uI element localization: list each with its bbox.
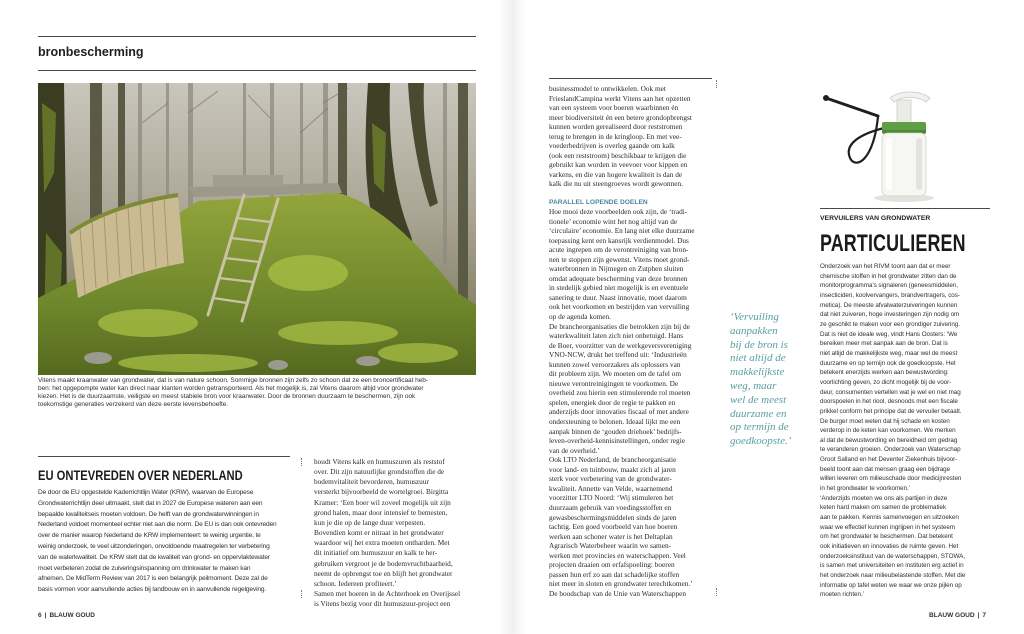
- page-number: 6: [38, 612, 42, 619]
- box-headline: PARTICULIEREN: [820, 230, 966, 257]
- footer-separator: |: [44, 612, 47, 619]
- box-rule: [820, 208, 990, 209]
- column-marker: [301, 590, 302, 598]
- box-kicker: VERVUILERS VAN GRONDWATER: [820, 215, 931, 222]
- footer-left: [38, 612, 98, 619]
- article-column-intro: businessmodel te ontwikkelen. Ook met FrieslandCampina werkt Vitens aan het opzetten van een systeem voor boeren waarbinnen én meer biodiversiteit én een betere grondopbrengst kunnen worden gerealiseerd door reststromen terug te brengen in de kringloop. En met vee- voederbedrijven is overleg gaande om kalk (ook een reststroom) beschikbaar te krijgen die gebruikt kan worden in veevoer voor kippen en varkens, en die van hogere kwaliteit is dan de kalk die nu uit steengroeves wordt gewonnen.: [549, 84, 692, 189]
- article-column-main: Hoe mooi deze voorbeelden ook zijn, de ‘tradi- tionele’ economie wint het nog altijd van de ‘circulaire’ economie. En lang niet elke duurzame toepassing kent een kansrijk verdienmodel. Dus acute ingrepen om de verontreiniging van bron- nen te stoppen zijn gewenst. Vitens moet grond- waterbronnen in Nijmegen en Zutphen sluiten omdat adequate bescherming van deze bronnen in stedelijk gebied niet mogelijk is en eventuele sanering te duur. Naast innovatie, moet daarom ook het voorkomen en bestrijden van vervuiling op de agenda komen. De brancheorganisaties die betrokken zijn bij de waterkwaliteit laten zich niet onbetuigd. Hans de Boer, voorzitter van de werkgeversvereniging VNO-NCW, drukt het treffend uit: ‘Industrieën kunnen zowel veroorzakers als oplossers van dit probleem zijn. We moeten om de tafel om nieuwe verontreinigingen te voorkomen. De overheid zou hierin een stimulerende rol moeten spelen, energiek door de regie te pakken en anderzijds door innovaties fiscaal of met andere ondersteuning te belonen. Ideaal lijkt me een aanpak binnen de ‘gouden driehoek’ bedrijfs- leven-overheid-kennisinstellingen, onder regie van de overheid.’ Ook LTO Nederland, de brancheorganisatie voor land- en tuinbouw, maakt zich al jaren sterk voor verbetering van de grondwater- kwaliteit. Annette van Velde, waarnemend voorzitter LTO Noord: ‘Wij stimuleren het duurzaam gebruik van voedingsstoffen en gewasbeschermingsmiddelen sinds de jaren tachtig. Een goed voorbeeld van hoe boeren werken aan schoner water is het Deltaplan Agrarisch Waterbeheer waarin we samen- werken met provincies en waterschappen. Veel projecten draaien om erfafspoeling: boeren passen hun erf zo aan dat schadelijke stoffen niet meer in sloten en grondwater terechtkomen.’ De boodschap van de Unie van Waterschappen: [549, 207, 695, 598]
- publication-name: BLAUW GOUD: [49, 612, 95, 619]
- top-rule-right: [549, 78, 712, 79]
- column-marker: [716, 588, 717, 596]
- photo-caption: Vitens maakt kraanwater van grondwater, dat is van nature schoon. Sommige bronnen zijn zelfs zo schoon dat ze een broncertificaat heb- ben: het opgepompte water kan direct naar klanten worden getransporteerd. Als het mogelijk is, zal Vitens daarom altijd voor grondwater kiezen. Het is de duurzaamste, veiligste en meest stabiele bron voor kraanwater. Door de bronnen duurzaam te beschermen, zijn ook toekomstige generaties verzekerd van deze eerste levensbehoefte.: [38, 377, 428, 408]
- sidebar-headline: EU ONTEVREDEN OVER NEDERLAND: [38, 467, 243, 483]
- section-rule-left: [38, 70, 476, 71]
- page-number: 7: [982, 612, 986, 619]
- top-rule-left: [38, 36, 476, 37]
- section-title: bronbescherming: [38, 45, 144, 59]
- pull-quote: ‘Vervuiling aanpakken bij de bron is niet altijd de makkelijkste weg, maar wel de meest duurzame en op termijn de goedkoopste.’: [730, 311, 792, 448]
- publication-name: BLAUW GOUD: [929, 612, 975, 619]
- sidebar-rule: [38, 456, 290, 457]
- page-fold: [498, 0, 526, 634]
- sidebar-text: De door de EU opgestelde Kaderrichtlijn Water (KRW), waarvan de Europese Grondwaterrichtlijn deel uitmaakt, stelt dat in 2027 de Europese wateren aan een bepaalde kwaliteitseis moeten voldoen. De helft van de grondwaterwinningen in Nederland voldoet momenteel echter niet aan die norm. De EU is dan ook ontevreden over de manier waarop Nederland de KRW implementeert: te weinig urgentie, te weinig onderzoek, te veel uitzonderingen, onvoldoende maatregelen ter verbetering van de waterkwaliteit. De KRW stelt dat de kwaliteit van grond- en oppervlaktewater moet verbeteren zodat de zuiveringsinspanning om drinkwater te maken kan afnemen. De MidTerm Review van 2017 is een belangrijk peilmoment. Deze zal de basis vormen voor aanvullende acties bij landbouw en in aanvullende regelgeving.: [38, 489, 277, 594]
- subhead: PARALLEL LOPENDE DOELEN: [549, 199, 648, 206]
- column-marker: [301, 458, 302, 466]
- footer-separator: |: [977, 612, 980, 619]
- box-text: Onderzoek van het RIVM toont aan dat er meer chemische stoffen in het grondwater zitten dan de monitorprogramma’s signaleren (geneesmiddelen, insecticiden, koolvervangers, brandvertragers, cos- metica). De meeste afvalwaterzuiveringen kunnen dat niet zuiveren, hoge investeringen zijn nodig om ze geschikt te maken voor een grondiger zuivering. Dat is niet de ideale weg, vindt Hans Oosters: ‘We bereiken meer met aanpak aan de bron. Dat is niet altijd de makkelijkste weg, maar wel de meest duurzame en op termijn ook de goedkoopste. Het betekent enerzijds werken aan bewustwording: voorlichting geven, zo dicht mogelijk bij de voor- deur, consumenten vertellen wat je wel en niet mag doorspoelen in het riool, desnoods met een fiscale prikkel conform het principe dat de vervuiler betaalt. De burger moet weten dat hij schade en kosten verderop in de keten kan voorkomen. We merken al dat de bewustwording en bereidheid om gedrag te veranderen groeien. Onderzoek van Waterschap Groot Salland en het Deventer Ziekenhuis bijvoor- beeld toont aan dat mensen graag een bijdrage willen leveren om milieuschade door medicijnresten in het grondwater te voorkomen.’ ‘Anderzijds moeten we ons als partijen in deze keten hard maken om samen de problematiek aan te pakken. Kennis samenvoegen en uitzoeken waar we effectief kunnen ingrijpen in het systeem om het grondwater te beschermen. Dat betekent ook initiatieven en innovaties de ruimte geven. Het onderzoeksinstituut van de waterschappen, STOWA, is samen met universiteiten en instituten erg actief in het onderzoek naar milieubelastende stoffen. Met die informatie op tafel weten we waar we onze pijlen op moeten richten.’: [820, 263, 966, 599]
- article-column-left-page: houdt Vitens kalk en humuszuren als reststof over. Dit zijn natuurlijke grondstoffen die de bodemvitaliteit bevorderen, humuszuur versterkt bijvoorbeeld de wortelgroei. Birgitta Kramer: ‘Een boer wil zoveel mogelijk uit zijn grond halen, maar door intensief te bemesten, kun je die op de lange duur verpesten. Bovendien komt er nitraat in het grondwater waardoor wij het extra moeten ontharden. Met dit initiatief om humuszuur en kalk te her- gebruiken vergroot je de bodemvruchtbaarheid, neemt de opbrengst toe en blijft het grondwater schoon. Iedereen profiteert.’ Samen met boeren in de Achterhoek en Overijssel is Vitens bezig voor dit humuszuur-project een: [314, 457, 461, 609]
- spray-bottle-icon: [820, 86, 945, 204]
- footer-right: [926, 612, 986, 619]
- forest-bunker-photo: [38, 83, 476, 375]
